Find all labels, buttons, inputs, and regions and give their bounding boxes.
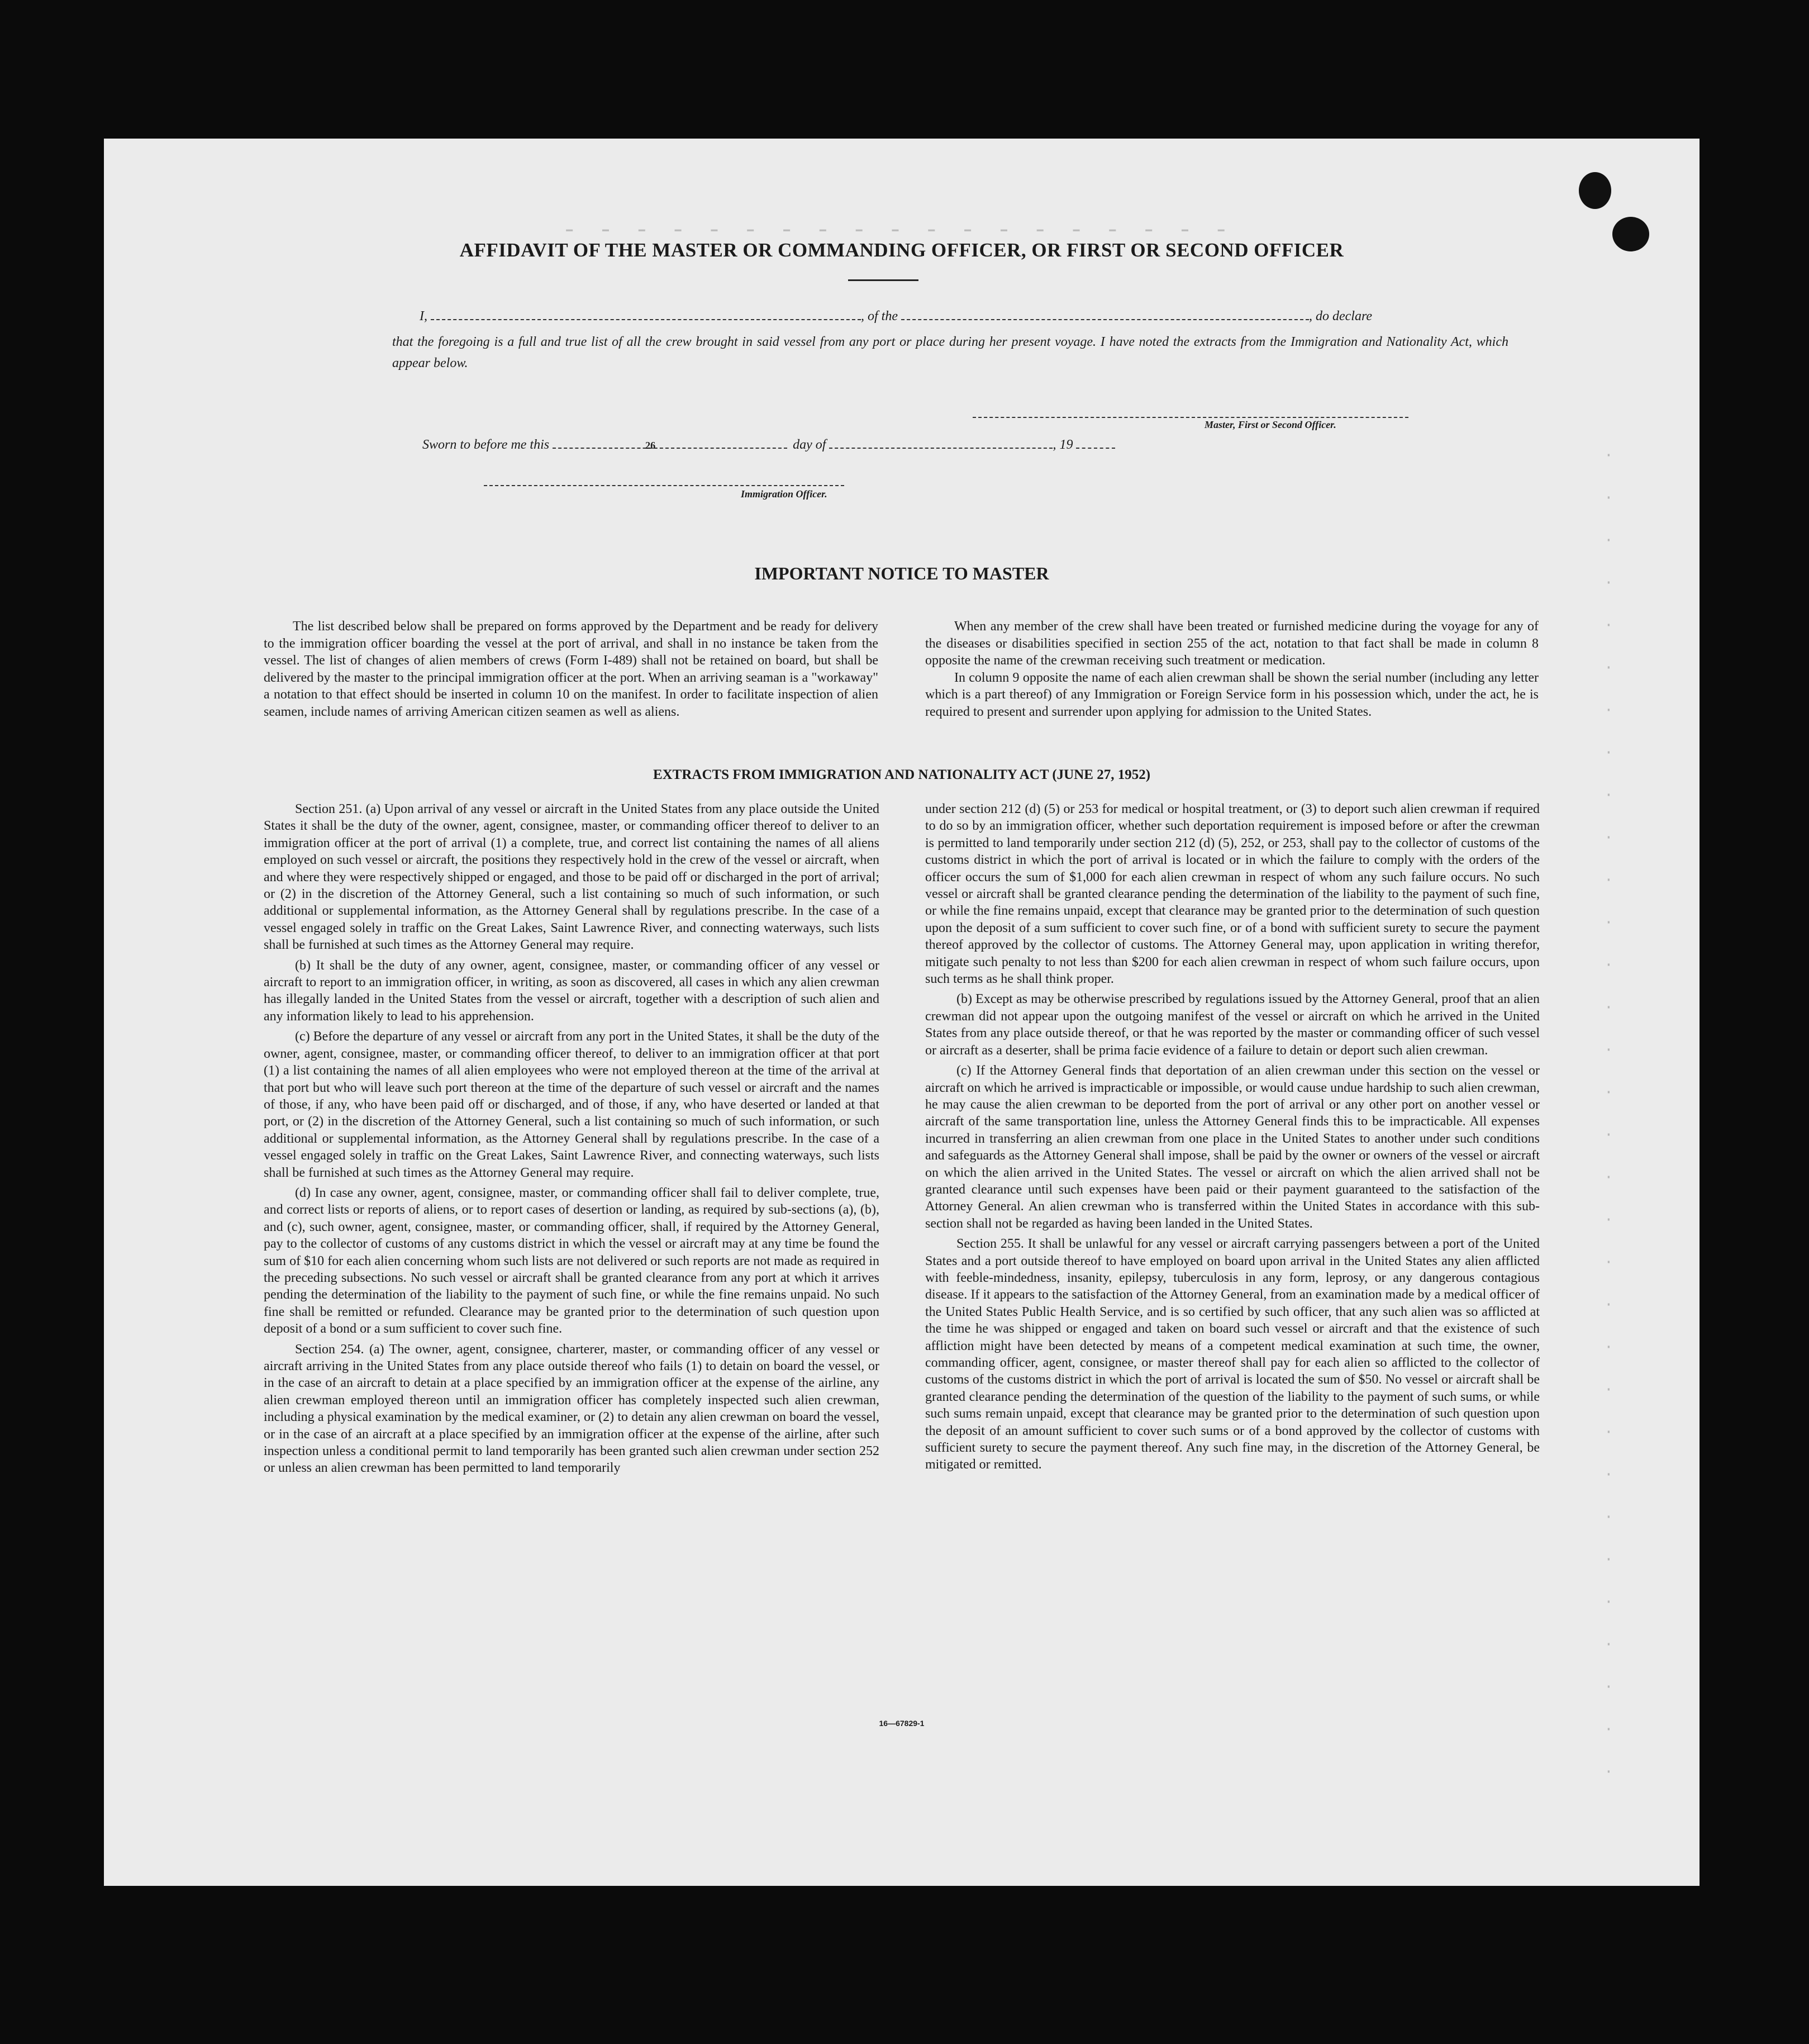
ink-blot-top <box>1579 172 1611 209</box>
sworn-label: Sworn to before me this <box>422 438 550 452</box>
notice-heading: IMPORTANT NOTICE TO MASTER <box>754 563 1049 583</box>
notice-right-column <box>925 618 1539 720</box>
i-label: I, <box>420 309 427 324</box>
declaration-text: that the foregoing is a full and true list of all the crew brought in said vessel from any port or place during her present voyage. I have noted the extracts from the Immigration and Nationality Act, which appear below. <box>392 335 1508 370</box>
master-caption: Master, First or Second Officer. <box>1205 419 1336 430</box>
vessel-blank[interactable] <box>901 319 1309 320</box>
year-label: , 19 <box>1053 438 1073 452</box>
section-251-c: (c) Before the departure of any vessel or aircraft from any port in the United States, it shall be the duty of the owner, agent, consignee, master, or commanding officer thereof, to deliver to an immigration officer at that port (1) a list containing the names of all alien employees who were not employed thereon at the time of the arrival at that port but who will leave such port thereon at the time of the departure of such vessel or aircraft and the names of those, if any, who have been paid off or discharged, and of those, if any, who have deserted or landed at that port, or (2) in the discretion of the Attorney General, such a list containing so much of such information, or such additional or supplemental information, as the Attorney General shall by regulations prescribe. In the case of a vessel engaged solely in traffic on the Great Lakes, Saint Lawrence River, and connecting waterways, such lists shall be furnished at such times as the Attorney General may require. <box>264 1029 879 1180</box>
form-number: 16—67829-1 <box>879 1719 925 1728</box>
sworn-day-blank[interactable] <box>553 448 787 449</box>
affidavit-title: AFFIDAVIT OF THE MASTER OR COMMANDING OFFICER, OR FIRST OR SECOND OFFICER <box>459 239 1344 261</box>
notice-left-column <box>264 618 878 720</box>
notice-left-paragraph: The list described below shall be prepared on forms approved by the Department and be ready for delivery to the immigration officer boarding the vessel at the port of arrival, and shall in no instance be taken from the vessel. The list of changes of alien members of crews (Form I-489) shall not be retained on board, but shall be delivered by the master to the principal immigration officer at the port. When an arriving seaman is a "workaway" a notation to that effect should be inserted in column 10 on the manifest. In order to facilitate inspection of alien seamen, include names of arriving American citizen seamen as well as aliens. <box>264 619 878 719</box>
sworn-day-value: 26 <box>645 440 656 451</box>
sworn-year-blank[interactable] <box>1076 448 1115 449</box>
immigration-officer-line[interactable] <box>484 485 844 486</box>
extracts-heading: EXTRACTS FROM IMMIGRATION AND NATIONALITY ACT (JUNE 27, 1952) <box>653 767 1151 782</box>
master-signature-line[interactable] <box>973 417 1408 418</box>
notice-right-paragraph-2: In column 9 opposite the name of each alien crewman shall be shown the serial number (including any letter which is a part thereof) of any Immigration or Foreign Service form in his possession which, under the act, he is required to present and surrender upon applying for admission to the United States. <box>925 670 1539 719</box>
section-251-b: (b) It shall be the duty of any owner, agent, consignee, master, or commanding officer of any vessel or aircraft to report to an immigration officer, in writing, as soon as discovered, all cases in which any alien crewman has illegally landed in the United States from the vessel or aircraft, together with a description of such alien and any information likely to lead to his apprehension. <box>264 958 879 1024</box>
section-254-a-continued: under section 212 (d) (5) or 253 for medical or hospital treatment, or (3) to deport such alien crewman if required to do so by an immigration officer, whether such deportation requirement is imposed before or after the crewman is permitted to land temporarily under section 212 (d) (5), 252, or 253, shall pay to the collector of customs of the customs district in which the port of arrival is located or in which the failure to comply with the orders of the officer occurs the sum of $1,000 for each alien crewman in respect of whom any such failure occurs. No such vessel or aircraft shall be granted clearance pending the determination of the liability to the payment of such fine, or while the fine remains unpaid, except that clearance may be granted prior to the determination of such question upon the deposit of a sum sufficient to cover such fine, or of a bond with sufficient surety to secure the payment thereof approved by the collector of customs. The Attorney General may, upon application in writing therefor, mitigate such penalty to not less than $200 for each alien crewman in respect of whom such failure occurs, upon such terms as he shall think proper. <box>925 802 1540 987</box>
declaration-line <box>420 309 1515 324</box>
section-255: Section 255. It shall be unlawful for any vessel or aircraft carrying passengers between a port of the United States and a port outside thereof to have employed on board upon arrival in the United States any alien afflicted with feeble-mindedness, insanity, epilepsy, tuberculosis in any form, leprosy, or any dangerous contagious disease. If it appears to the satisfaction of the Attorney General, from an examination made by a medical officer of the United States Public Health Service, and is so certified by such officer, that any such alien was so afflicted at the time he was shipped or engaged and taken on board such vessel or aircraft and that the existence of such affliction might have been detected by means of a competent medical examination at such time, the owner, commanding officer, agent, consignee, or master thereof shall pay for each alien so afflicted to the collector of customs of the customs district in which the port of arrival is located the sum of $50. No vessel or aircraft shall be granted clearance pending the determination of the question of the liability to the payment of such sums, or while such sums remain unpaid, except that clearance may be granted prior to the determination of such question upon the deposit of an amount sufficient to cover such sums or of a bond approved by the collector of customs with sufficient surety to secure the payment thereof. Any such fine may, in the discretion of the Attorney General, be mitigated or remitted. <box>925 1237 1540 1472</box>
section-251-d: (d) In case any owner, agent, consignee, master, or commanding officer shall fail to deliver complete, true, and correct lists or reports of aliens, or to report cases of desertion or landing, as required by sub-sections (a), (b), and (c), such owner, agent, consignee, master, or commanding officer, shall, if required by the Attorney General, pay to the collector of customs of any customs district in which the vessel or aircraft may at any time be found the sum of $10 for each alien concerning whom such lists are not delivered or such reports are not made as required in the preceding subsections. No such vessel or aircraft shall be granted clearance from any port at which it arrives pending the determination of the liability to the payment of such fine, or while the fine remains unpaid. No such fine shall be remitted or refunded. Clearance may be granted prior to the determination of such question upon deposit of a bond or a sum sufficient to cover such fine. <box>264 1185 879 1337</box>
section-254-a: Section 254. (a) The owner, agent, consignee, charterer, master, or commanding officer of any vessel or aircraft arriving in the United States from any place outside thereof who fails (1) to detain on board the vessel, or in the case of an aircraft to detain at a place specified by an immigration officer at the expense of the airline, any alien crewman employed thereon until an immigration officer has completely inspected such alien crewman, including a physical examination by the medical examiner, or (2) to detain any alien crewman on board the vessel, or in the case of an aircraft at a place specified by an immigration officer at the expense of the airline, after such inspection unless a conditional permit to land temporarily has been granted such alien crewman under section 252 or unless an alien crewman has been permitted to land temporarily <box>264 1342 879 1476</box>
extracts-left-column <box>264 801 879 1480</box>
day-of-label: day of <box>793 438 826 452</box>
bleed-through-line-numbers: · · · · · · · · · · · · · · · · · · · · · · · · · · · · · · · · <box>1604 447 1613 1781</box>
do-declare-label: , do declare <box>1309 309 1373 324</box>
document-page <box>104 139 1699 1886</box>
immigration-officer-caption: Immigration Officer. <box>741 488 827 500</box>
section-254-c: (c) If the Attorney General finds that deportation of an alien crewman under this section on the vessel or aircraft on which he arrived is impracticable or impossible, or would cause undue hardship to such alien crewman, he may cause the alien crewman to be deported from the port of arrival or any other port on another vessel or aircraft of the same transportation line, unless the Attorney General finds this to be impracticable. All expenses incurred in transferring an alien crewman from one place in the United States to another under such conditions and safeguards as the Attorney General shall impose, shall be paid by the owner or owners of the vessel or aircraft on which the alien arrived in the United States. The vessel or aircraft on which the alien arrived shall not be granted clearance until such expenses have been paid or their payment guaranteed to the satisfaction of the Attorney General. An alien crewman who is transferred within the United States in accordance with this sub-section shall not be regarded as having been landed in the United States. <box>925 1063 1540 1231</box>
extracts-right-column <box>925 801 1540 1477</box>
name-blank[interactable] <box>431 319 861 320</box>
title-rule <box>848 279 918 281</box>
notice-right-paragraph-1: When any member of the crew shall have been treated or furnished medicine during the voyage for any of the diseases or disabilities specified in section 255 of the act, notation to that fact shall be made in column 8 opposite the name of the crewman receiving such treatment or medication. <box>925 619 1539 668</box>
of-the-label: , of the <box>861 309 898 324</box>
sworn-month-blank[interactable] <box>829 448 1053 449</box>
bleed-through-header: - - - - - - - - - - - - - - - - - - - <box>562 217 1232 245</box>
section-251-a: Section 251. (a) Upon arrival of any vessel or aircraft in the United States from any place outside the United States it shall be the duty of the owner, agent, consignee, master, or commanding officer thereof to deliver to an immigration officer at the port of arrival (1) a complete, true, and correct list containing the names of all aliens employed on such vessel or aircraft, the positions they respectively hold in the crew of the vessel or aircraft, when and where they were respectively shipped or engaged, and those to be paid off or discharged in the port of arrival; or (2) in the discretion of the Attorney General, such a list containing so much of such information, or such additional or supplemental information, as the Attorney General shall by regulations prescribe. In the case of a vessel engaged solely in traffic on the Great Lakes, Saint Lawrence River, and connecting waterways, such lists shall be furnished at such times as the Attorney General may require. <box>264 802 879 953</box>
section-254-b: (b) Except as may be otherwise prescribed by regulations issued by the Attorney General, proof that an alien crewman did not appear upon the outgoing manifest of the vessel or aircraft on which he arrived in the United States from any place outside thereof, or that he was reported by the master or commanding officer of such vessel or aircraft as a deserter, shall be prima facie evidence of a failure to detain or deport such alien crewman. <box>925 992 1540 1058</box>
sworn-line <box>422 438 1115 453</box>
